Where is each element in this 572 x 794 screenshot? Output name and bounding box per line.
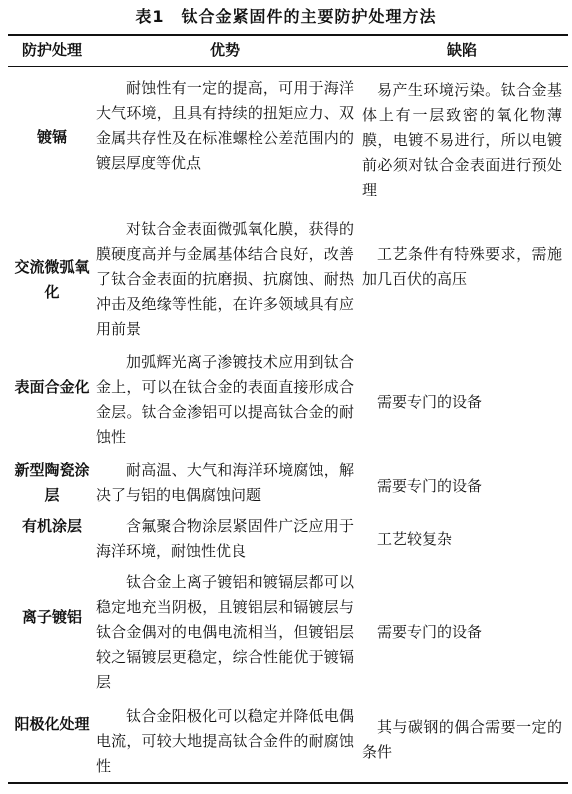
top-rule <box>8 34 568 36</box>
method-cell: 新型陶瓷涂层 <box>14 461 90 504</box>
advantages-cell: 加弧辉光离子渗镀技术应用到钛合金上，可以在钛合金的表面直接形成合金层。钛合金渗铝可以提高钛合金的耐蚀性 <box>96 353 354 446</box>
disadvantages-cell: 需要专门的设备 <box>377 393 483 411</box>
method-cell: 表面合金化 <box>14 378 90 396</box>
bottom-rule <box>8 782 568 784</box>
advantages-cell: 耐高温、大气和海洋环境腐蚀，解决了与铝的电偶腐蚀问题 <box>96 461 354 504</box>
header-advantages: 优势 <box>209 41 240 59</box>
advantages-cell: 钛合金阳极化可以稳定并降低电偶电流，可较大地提高钛合金件的耐腐蚀性 <box>96 707 354 775</box>
disadvantages-cell: 需要专门的设备 <box>377 477 483 495</box>
header-rule <box>8 66 568 67</box>
table-title: 表1 钛合金紧固件的主要防护处理方法 <box>135 7 437 26</box>
disadvantages-cell: 工艺较复杂 <box>377 530 453 548</box>
method-cell: 离子镀铝 <box>21 608 82 626</box>
method-cell: 镀镉 <box>36 128 67 146</box>
advantages-cell: 钛合金上离子镀铝和镀镉层都可以稳定地充当阴极，且镀铝层和镉镀层与钛合金偶对的电偶电流相当，但镀铝层较之镉镀层更稳定，综合性能优于镀镉层 <box>96 573 354 691</box>
advantages-cell: 对钛合金表面微弧氧化膜，获得的膜硬度高并与金属基体结合良好，改善了钛合金表面的抗磨损、抗腐蚀、耐热冲击及绝缘等性能，在许多领域具有应用前景 <box>96 220 354 338</box>
disadvantages-cell: 需要专门的设备 <box>377 623 483 641</box>
advantages-cell: 含氟聚合物涂层紧固件广泛应用于海洋环境，耐蚀性优良 <box>96 517 354 560</box>
disadvantages-cell: 易产生环境污染。钛合金基体上有一层致密的氧化物薄膜，电镀不易进行，所以电镀前必须对钛合金表面进行预处理 <box>362 81 562 199</box>
header-disadvantages: 缺陷 <box>446 41 477 59</box>
disadvantages-cell: 其与碳钢的偶合需要一定的条件 <box>362 718 562 761</box>
method-cell: 阳极化处理 <box>14 715 90 733</box>
disadvantages-cell: 工艺条件有特殊要求，需施加几百伏的高压 <box>362 245 562 288</box>
advantages-cell: 耐蚀性有一定的提高，可用于海洋大气环境，且具有持续的扭矩应力、双金属共存性及在标准螺栓公差范围内的镀层厚度等优点 <box>96 79 354 172</box>
method-cell: 交流微弧氧化 <box>14 258 90 301</box>
header-method: 防护处理 <box>21 41 82 59</box>
method-cell: 有机涂层 <box>21 517 82 535</box>
